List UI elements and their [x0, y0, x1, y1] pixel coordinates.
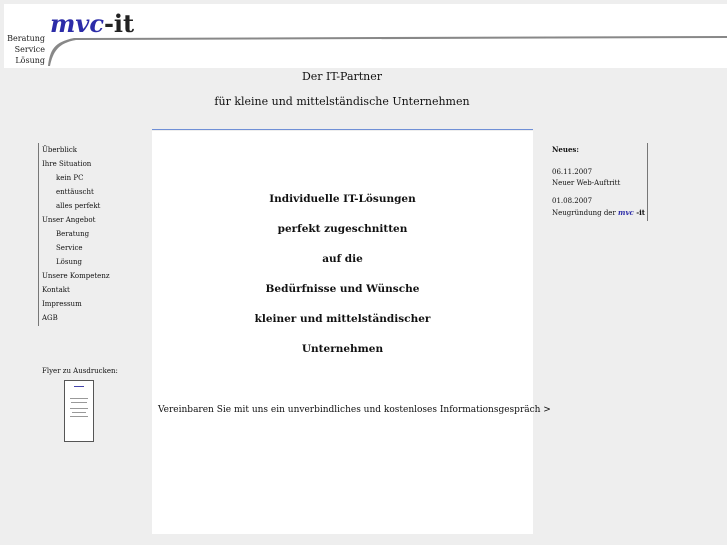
slogan-line-3: auf die	[322, 253, 363, 265]
tagline-loesung: Lösung	[15, 56, 45, 65]
header-divider	[152, 129, 533, 130]
site-header	[4, 4, 727, 68]
nav-item-ueberblick[interactable]: Überblick	[42, 146, 77, 154]
nav-item-loesung[interactable]: Lösung	[56, 258, 82, 266]
nav-item-beratung[interactable]: Beratung	[56, 230, 90, 238]
slogan-line-2: perfekt zugeschnitten	[277, 223, 408, 235]
logo-swoosh-icon	[44, 32, 727, 68]
news-entry-2[interactable]	[552, 207, 647, 219]
news-text-1[interactable]: Neuer Web-Auftritt	[552, 179, 621, 187]
flyer-thumbnail[interactable]	[64, 380, 94, 442]
nav-item-service[interactable]: Service	[56, 244, 83, 252]
nav-item-kontakt[interactable]: Kontakt	[42, 286, 70, 294]
slogan-line-5: kleiner und mittelständischer	[254, 313, 431, 325]
slogan-line-6: Unternehmen	[301, 343, 384, 355]
news-brand-word: mvc	[618, 208, 634, 217]
tagline-service: Service	[14, 45, 45, 54]
nav-item-ihre-situation[interactable]: Ihre Situation	[42, 160, 92, 168]
news-brand	[618, 208, 645, 217]
sidebar-nav	[38, 143, 139, 326]
nav-item-unsere-kompetenz[interactable]: Unsere Kompetenz	[42, 272, 110, 280]
header-line-2: für kleine und mittelständische Unternehmen	[214, 95, 470, 108]
news-brand-suffix: -it	[636, 208, 646, 217]
news-panel	[552, 143, 648, 221]
nav-item-kein-pc[interactable]: kein PC	[56, 174, 84, 182]
flyer-label: Flyer zu Ausdrucken:	[42, 367, 118, 375]
news-text-2: Neugründung der	[552, 209, 616, 217]
news-date-2: 01.08.2007	[552, 197, 593, 205]
nav-item-unser-angebot[interactable]: Unser Angebot	[42, 216, 96, 224]
nav-item-enttaeuscht[interactable]: enttäuscht	[56, 188, 94, 196]
slogan-line-4: Bedürfnisse und Wünsche	[265, 283, 420, 295]
slogan-line-1: Individuelle IT-Lösungen	[269, 193, 416, 205]
main-content	[152, 131, 551, 534]
nav-item-alles-perfekt[interactable]: alles perfekt	[56, 202, 101, 210]
tagline-beratung: Beratung	[7, 34, 45, 43]
logo-tagline	[7, 33, 45, 66]
nav-item-impressum[interactable]: Impressum	[42, 300, 82, 308]
news-date-1: 06.11.2007	[552, 168, 593, 176]
logo-suffix: -it	[103, 9, 135, 38]
nav-item-agb[interactable]: AGB	[42, 314, 58, 322]
logo-word: mvc	[50, 9, 104, 38]
news-title: Neues:	[552, 145, 579, 154]
contact-cta-link[interactable]: Vereinbaren Sie mit uns ein unverbindliches und kostenloses Informationsgespräch >	[158, 405, 551, 415]
header-line-1: Der IT-Partner	[301, 70, 383, 83]
